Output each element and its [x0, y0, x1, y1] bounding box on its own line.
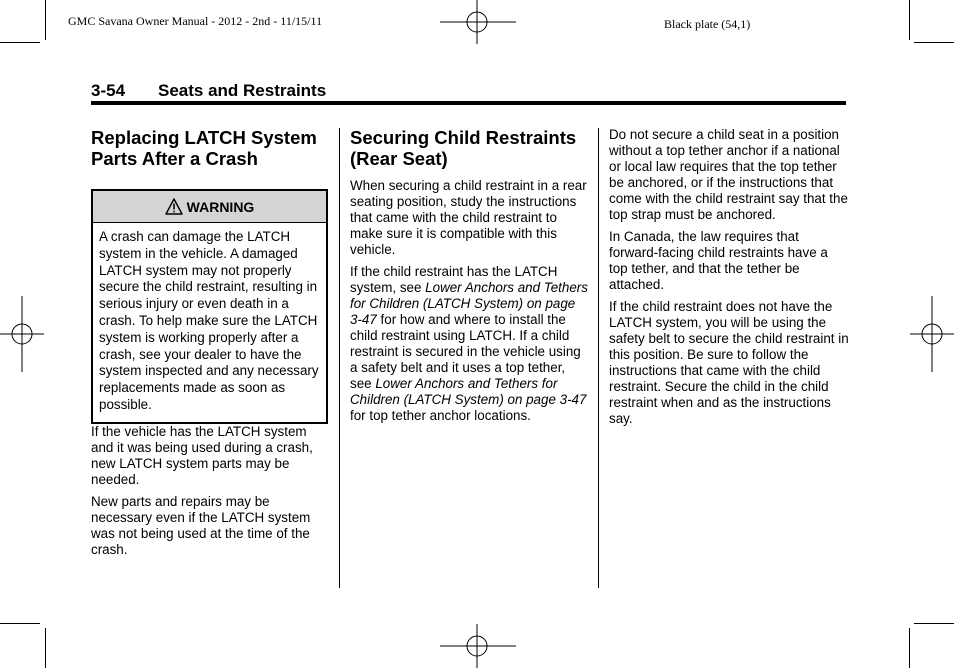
- warning-header: [93, 191, 326, 223]
- registration-mark-bottom-icon: [440, 624, 516, 668]
- column-3: [609, 127, 849, 433]
- paragraph: In Canada, the law requires that forward-facing child restraints have a top tether, and that the tether be attached.: [609, 229, 828, 292]
- registration-mark-left-icon: [0, 296, 44, 372]
- cross-reference-link[interactable]: Lower Anchors and Tethers for Children (LATCH System) on page 3-47: [350, 376, 587, 407]
- paragraph: Do not secure a child seat in a position without a top tether anchor if a national or local law requires that the top tether be anchored, or if the instructions that come with the child restraint say that the top strap must be anchored.: [609, 127, 848, 222]
- paragraph: If the child restraint has the LATCH system, see Lower Anchors and Tethers for Children (LATCH System) on page 3-47 for how and where to install the child restraint using LATCH. If a child restraint is secured in the vehicle using a safety belt and it uses a top tether, see Lower Anchors and Tethers for Children (LATCH System) on page 3-47 for top tether anchor locations.: [350, 264, 588, 423]
- warning-triangle-icon: [165, 198, 183, 215]
- section-title: Seats and Restraints: [158, 81, 327, 100]
- warning-box: [91, 189, 328, 424]
- page-number: 3-54: [91, 81, 126, 100]
- paragraph: When securing a child restraint in a rear seating position, study the instructions that came with the child restraint to make sure it is compatible with this vehicle.: [350, 178, 587, 257]
- column-2: [350, 127, 590, 430]
- paragraph: If the child restraint does not have the LATCH system, you will be using the safety belt to secure the child restraint in this position. Be sure to follow the instructions that came with the child restraint. Secure the child in the child restraint when and as the instructions say.: [609, 299, 849, 426]
- paragraph: New parts and repairs may be necessary even if the LATCH system was not being used at the time of the crash.: [91, 493, 311, 557]
- heading-replacing-latch: Replacing LATCH System Parts After a Crash: [91, 127, 317, 169]
- section-rule: [91, 101, 846, 105]
- column-1: [91, 127, 329, 564]
- column-divider: [339, 128, 340, 588]
- cross-reference-link[interactable]: Lower Anchors and Tethers for Children (LATCH System) on page 3-47: [350, 280, 588, 327]
- registration-mark-top-icon: [440, 0, 516, 44]
- registration-mark-right-icon: [910, 296, 954, 372]
- heading-securing-child-restraints: Securing Child Restraints (Rear Seat): [350, 127, 577, 169]
- print-header-right: Black plate (54,1): [664, 17, 751, 31]
- print-header-left: GMC Savana Owner Manual - 2012 - 2nd - 11/15/11: [68, 14, 323, 28]
- warning-label: WARNING: [186, 198, 255, 215]
- column-divider: [598, 128, 599, 588]
- warning-text: A crash can damage the LATCH system in the vehicle. A damaged LATCH system may not properly secure the child restraint, resulting in serious injury or even death in a crash. To help make sure the LATCH system is working properly after a crash, see your dealer to have the system inspected and any necessary replacements made as soon as possible.: [99, 229, 319, 412]
- paragraph: If the vehicle has the LATCH system and it was being used during a crash, new LATCH system parts may be needed.: [91, 423, 313, 487]
